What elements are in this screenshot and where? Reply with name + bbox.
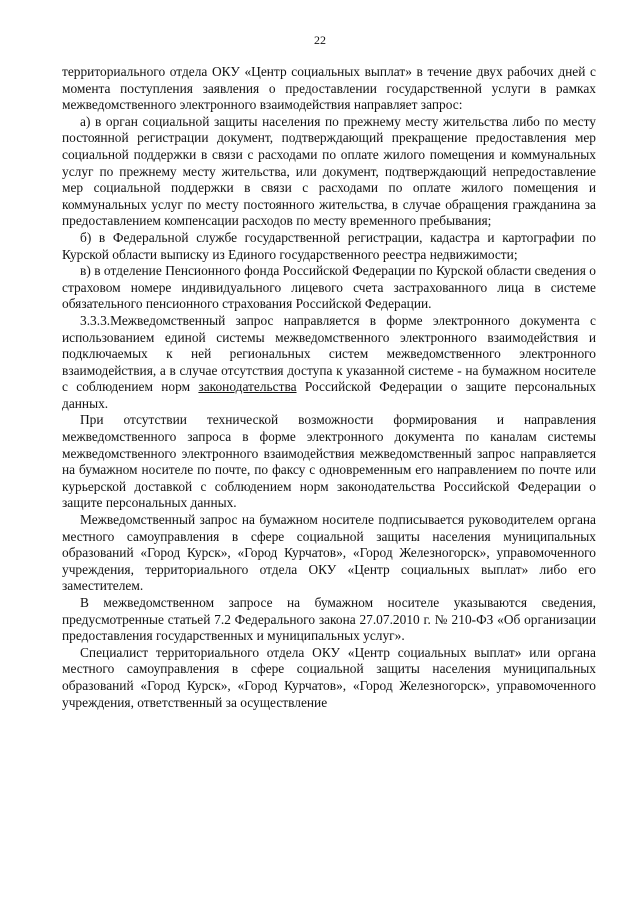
paragraph-paper-request-contents: В межведомственном запросе на бумажном носителе указываются сведения, предусмотренные статьей 7.2 Федерального закона 27.07.2010 г. № 210-ФЗ «Об организации предоставления государственных и муниципальных услуг». xyxy=(62,595,596,644)
paragraph-3-3-3-text: 3.3.3.Межведомственный запрос направляется в форме электронного документа с использованием единой системы межведомственного электронного взаимодействия и подключаемых к ней региональных систем межведомственного электронного взаимодействия, а в случае отсутствия доступа к указанной системе - на бумажном носителе с соблюдением норм xyxy=(62,312,596,395)
paragraph-item-b: б) в Федеральной службе государственной регистрации, кадастра и картографии по Курской области выписку из Единого государственного реестра недвижимости; xyxy=(62,229,596,262)
paragraph-3-3-3-tail: Российской Федерации о защите персональных данных. xyxy=(62,379,596,411)
paragraph-paper-request-signing: Межведомственный запрос на бумажном носителе подписывается руководителем органа местного самоуправления в сфере социальной защиты населения муниципальных образований «Город Курск», «Город Курчатов», «Город Железногорск», управомоченного учреждения, территориального отдела ОКУ «Центр социальных выплат» либо его заместителем. xyxy=(62,512,596,594)
paragraph-no-technical-possibility: При отсутствии технической возможности формирования и направления межведомственного запроса в форме электронного документа по каналам системы межведомственного электронного взаимодействия межведомственный запрос направляется на бумажном носителе по почте, по факсу с одновременным его направлением по почте или курьерской доставкой с соблюдением норм законодательства Российской Федерации о защите персональных данных. xyxy=(62,412,596,511)
document-body xyxy=(62,64,596,711)
paragraph-3-3-3 xyxy=(62,313,596,413)
paragraph-item-a: а) в орган социальной защиты населения по прежнему месту жительства либо по месту постоянной регистрации документ, подтверждающий прекращение предоставления мер социальной поддержки в связи с расходами по оплате жилого помещения и коммунальных услуг по прежнему месту жительства, или документ, подтверждающий непредоставление мер социальной поддержки в связи с расходами по оплате жилого помещения и коммунальных услуг по месту постоянного жительства, в случае обращения гражданина за предоставлением компенсации расходов по месту временного пребывания; xyxy=(62,113,596,229)
paragraph-item-v: в) в отделение Пенсионного фонда Российской Федерации по Курской области сведения о страховом номере индивидуального лицевого счета застрахованного лица в системе обязательного пенсионного страхования Российской Федерации. xyxy=(62,263,596,312)
page-number: 22 xyxy=(314,33,326,47)
paragraph-specialist: Специалист территориального отдела ОКУ «Центр социальных выплат» или органа местного самоуправления в сфере социальной защиты населения муниципальных образований «Город Курск», «Город Курчатов», «Город Железногорск», управомоченного учреждения, ответственный за осуществление xyxy=(62,644,596,710)
legislation-link[interactable]: законодательства xyxy=(198,379,297,395)
paragraph-request-intro: территориального отдела ОКУ «Центр социальных выплат» в течение двух рабочих дней с момента поступления заявления о предоставлении государственной услуги в рамках межведомственного электронного взаимодействия направляет запрос: xyxy=(62,64,596,113)
